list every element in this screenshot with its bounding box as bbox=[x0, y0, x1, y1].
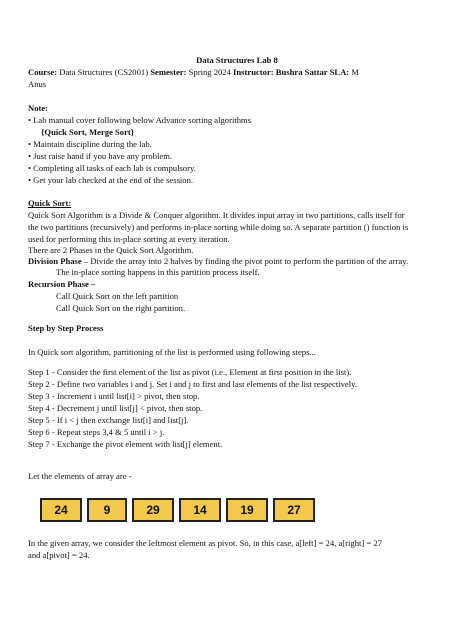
recursion-phase-label: Recursion Phase – bbox=[28, 279, 96, 289]
course-value: Data Structures (CS2001) bbox=[57, 67, 151, 77]
note-item: • Lab manual cover following below Advance sorting algorithms bbox=[28, 115, 252, 125]
quick-sort-paragraph-line: Quick Sort Algorithm is a Divide & Conquer algorithm. It divides input array in two partitions, calls itself for bbox=[28, 210, 405, 220]
note-item: • Completing all tasks of each lab is compulsory. bbox=[28, 163, 196, 173]
note-algorithms: {Quick Sort, Merge Sort} bbox=[41, 127, 135, 137]
array-cell: 19 bbox=[226, 498, 268, 522]
pivot-explanation-line: and a[pivot] = 24. bbox=[28, 550, 90, 560]
course-info-line bbox=[28, 67, 359, 79]
step-item: Step 5 - If i < j then exchange list[i] and list[j]. bbox=[28, 415, 189, 425]
semester-value: Spring 2024 bbox=[186, 67, 234, 77]
step-item: Step 3 - Increment i until list[i] > pivot, then stop. bbox=[28, 391, 200, 401]
steps-heading: Step by Step Process bbox=[28, 323, 104, 333]
sla-value: M bbox=[349, 67, 359, 77]
recursion-phase-item: Call Quick Sort on the left partition bbox=[56, 291, 179, 301]
array-intro: Let the elements of array are - bbox=[28, 471, 132, 481]
example-array bbox=[40, 498, 320, 522]
step-item: Step 7 - Exchange the pivot element with list[j] element. bbox=[28, 439, 223, 449]
division-phase-label: Division Phase bbox=[28, 256, 82, 266]
step-item: Step 6 - Repeat steps 3,4 & 5 until i > j. bbox=[28, 427, 165, 437]
note-item: • Just raise hand if you have any problem. bbox=[28, 151, 173, 161]
note-heading: Note: bbox=[28, 103, 49, 113]
instructor-value: Bushra Sattar bbox=[273, 67, 330, 77]
step-item: Step 1 - Consider the first element of the list as pivot (i.e., Element at first position in the list). bbox=[28, 367, 352, 377]
array-cell: 14 bbox=[179, 498, 221, 522]
pivot-explanation-line: In the given array, we consider the leftmost element as pivot. So, in this case, a[left] = 24, a[right] = 27 bbox=[28, 538, 382, 548]
division-phase-sub: The in-place sorting happens in this partition process itself. bbox=[56, 267, 260, 277]
note-item: • Get your lab checked at the end of the session. bbox=[28, 175, 194, 185]
array-cell: 27 bbox=[273, 498, 315, 522]
page-title: Data Structures Lab 8 bbox=[196, 55, 278, 65]
steps-intro: In Quick sort algorithm, partitioning of the list is performed using following steps... bbox=[28, 347, 316, 357]
step-item: Step 2 - Define two variables i and j. Set i and j to first and last elements of the list respectively. bbox=[28, 379, 358, 389]
sla-label: SLA: bbox=[329, 67, 350, 77]
array-cell: 24 bbox=[40, 498, 82, 522]
recursion-phase-item: Call Quick Sort on the right partition. bbox=[56, 303, 186, 313]
course-label: Course: bbox=[28, 67, 58, 77]
quick-sort-paragraph-line: the two partitions (recursively) and performs in-place sorting while doing so. A separate partition () function is bbox=[28, 222, 409, 232]
quick-sort-paragraph-line: used for performing this in-place sorting at every iteration. bbox=[28, 234, 230, 244]
division-phase-text: – Divide the array into 2 halves by finding the pivot point to perform the partition of the array. bbox=[81, 256, 409, 266]
division-phase-line bbox=[28, 256, 408, 268]
array-cell: 9 bbox=[87, 498, 127, 522]
array-cell: 29 bbox=[132, 498, 174, 522]
semester-label: Semester: bbox=[150, 67, 187, 77]
step-item: Step 4 - Decrement j until list[j] < pivot, then stop. bbox=[28, 403, 203, 413]
quick-sort-paragraph-line: There are 2 Phases in the Quick Sort Algorithm. bbox=[28, 245, 194, 255]
instructor-label: Instructor: bbox=[233, 67, 274, 77]
sla-value-cont: Anus bbox=[28, 79, 47, 89]
note-item: • Maintain discipline during the lab. bbox=[28, 139, 152, 149]
quick-sort-heading: Quick Sort: bbox=[28, 198, 72, 208]
